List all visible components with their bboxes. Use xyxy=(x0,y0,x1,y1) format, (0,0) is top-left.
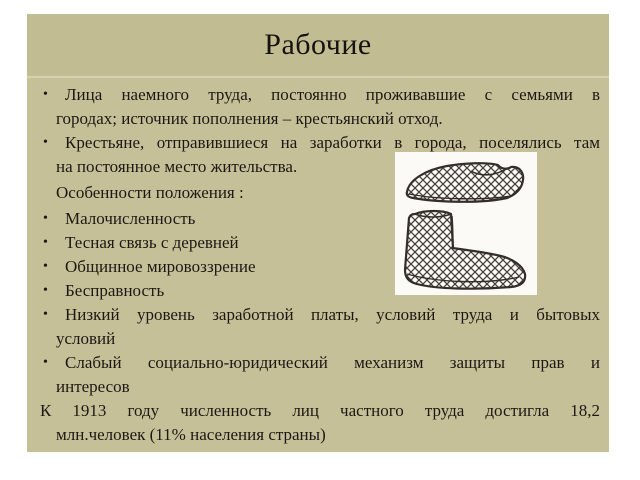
bullet-marker: • xyxy=(43,259,48,274)
text-line: • Лица наемного труда, постоянно проживавшие с семьями в xyxy=(40,83,600,107)
text-line: • Низкий уровень заработной платы, условий труда и бытовых xyxy=(40,303,600,327)
list-item xyxy=(40,399,600,447)
bullet-marker: • xyxy=(43,355,48,370)
text-line: • Общинное мировоззрение xyxy=(40,255,600,279)
presentation-slide xyxy=(27,14,609,452)
list-item xyxy=(40,351,600,399)
text-line: • Бесправность xyxy=(40,279,600,303)
bullet-marker: • xyxy=(43,87,48,102)
bullet-marker: • xyxy=(43,211,48,226)
text-line: • Крестьяне, отправившиеся на заработки в города, поселялись там xyxy=(40,131,600,155)
bullet-marker: • xyxy=(43,135,48,150)
text-line: • Тесная связь с деревней xyxy=(40,231,600,255)
slide-title-area xyxy=(27,14,609,76)
boot-drawing xyxy=(405,211,525,289)
bast-shoes-illustration xyxy=(395,152,537,295)
text-line: интересов xyxy=(56,377,130,396)
text-line: • Слабый социально-юридический механизм защиты прав и xyxy=(40,351,600,375)
text-line: на постоянное место жительства. xyxy=(56,157,298,176)
low-shoe-drawing xyxy=(407,163,523,202)
bast-shoes-drawing xyxy=(395,152,537,295)
slide-title: Рабочие xyxy=(264,28,372,61)
bullet-marker: • xyxy=(43,283,48,298)
bullet-marker: • xyxy=(43,307,48,322)
text-line: городах; источник пополнения – крестьянский отход. xyxy=(56,109,443,128)
text-line: условий xyxy=(56,329,116,348)
text-line: К 1913 году численность лиц частного труда достигла 18,2 xyxy=(40,401,600,420)
text-line: Особенности положения : xyxy=(56,183,244,202)
bullet-marker: • xyxy=(43,235,48,250)
text-line: • Малочисленность xyxy=(40,207,600,231)
list-item xyxy=(40,303,600,351)
text-line: млн.человек (11% населения страны) xyxy=(56,425,326,444)
list-item xyxy=(40,83,600,131)
